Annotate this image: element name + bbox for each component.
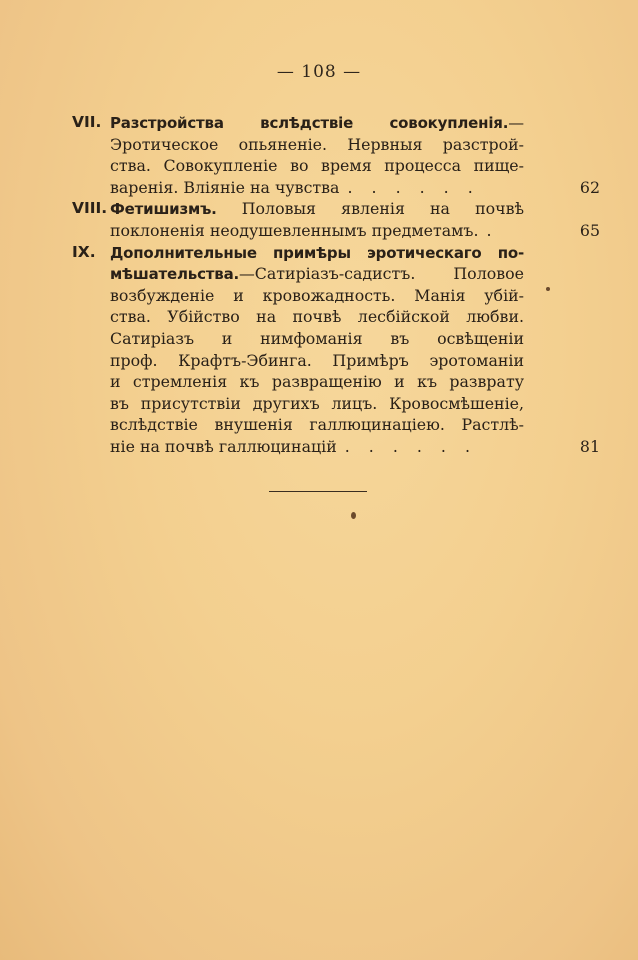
entry-text: ства. Убійство на почвѣ лесбійской любви. bbox=[110, 307, 524, 327]
page-reference: 81 bbox=[579, 436, 600, 456]
toc-entry-line bbox=[72, 328, 524, 350]
table-of-contents bbox=[72, 112, 600, 458]
page-reference: 62 bbox=[579, 177, 600, 197]
entry-text: возбужденіе и кровожадность. Манія убій- bbox=[110, 285, 524, 305]
toc-entry-line bbox=[72, 242, 524, 264]
toc-entry-line bbox=[72, 371, 524, 393]
entry-text: Половыя явленія на почвѣ bbox=[216, 199, 524, 219]
entry-text: Эротическое опьяненіе. Нервныя разстрой- bbox=[110, 134, 524, 154]
entry-text: Сатиріазъ и нимфоманія въ освѣщеніи bbox=[110, 328, 524, 348]
entry-text: —Сатиріазъ-садистъ. Половое bbox=[239, 264, 524, 284]
page-reference: 65 bbox=[579, 220, 600, 240]
chapter-numeral: VII. bbox=[72, 113, 102, 131]
toc-entry-line bbox=[72, 134, 524, 156]
toc-entry-line bbox=[72, 414, 524, 436]
toc-entry-line bbox=[72, 263, 524, 285]
toc-entry-line bbox=[72, 393, 524, 415]
toc-entry-line bbox=[72, 112, 524, 134]
chapter-title: Фетишизмъ. bbox=[110, 200, 217, 219]
toc-entry-vii bbox=[72, 112, 600, 198]
entry-text: варенія. Вліяніе на чувства bbox=[110, 177, 340, 197]
toc-entry-line bbox=[72, 436, 600, 458]
toc-entry-line bbox=[72, 285, 524, 307]
entry-text: ніе на почвѣ галлюцинацій bbox=[110, 436, 337, 456]
chapter-title: мѣшательства. bbox=[110, 265, 239, 284]
chapter-title: Разстройства вслѣдствіе совокупленія. bbox=[110, 114, 509, 132]
toc-entry-viii bbox=[72, 198, 600, 241]
toc-entry-line bbox=[72, 198, 524, 220]
entry-text: и стремленія къ развращенію и къ разврату bbox=[110, 372, 524, 392]
toc-entry-line bbox=[72, 155, 524, 177]
entry-text: въ присутствіи другихъ лицъ. Кровосмѣшеніе, bbox=[110, 393, 524, 413]
toc-entry-ix bbox=[72, 242, 600, 458]
toc-entry-line bbox=[72, 220, 600, 242]
leader-dots: . . . . . . bbox=[344, 436, 477, 456]
toc-entry-line bbox=[72, 306, 524, 328]
leader-dots: . . . . . . bbox=[347, 177, 480, 197]
entry-text: ства. Совокупленіе во время процесса пище- bbox=[110, 156, 524, 176]
chapter-numeral: VIII. bbox=[72, 199, 108, 218]
chapter-title: Дополнительные примѣры эротическаго по- bbox=[110, 243, 524, 262]
entry-text: вслѣдствіе внушенія галлюцинаціею. Растлѣ- bbox=[110, 415, 524, 435]
toc-entry-line bbox=[72, 177, 600, 199]
page-number: — 108 — bbox=[276, 62, 362, 82]
paper-speck bbox=[351, 512, 356, 519]
paper-speck bbox=[546, 287, 550, 291]
toc-entry-line bbox=[72, 350, 524, 372]
entry-text: проф. Крафтъ-Эбинга. Примѣръ эротоманіи bbox=[110, 350, 524, 370]
chapter-numeral: IX. bbox=[72, 242, 96, 261]
entry-text: — bbox=[508, 113, 524, 132]
entry-text: поклоненія неодушевленнымъ предметамъ. bbox=[110, 220, 479, 240]
section-rule bbox=[269, 491, 367, 492]
leader-dots: . bbox=[486, 220, 499, 240]
